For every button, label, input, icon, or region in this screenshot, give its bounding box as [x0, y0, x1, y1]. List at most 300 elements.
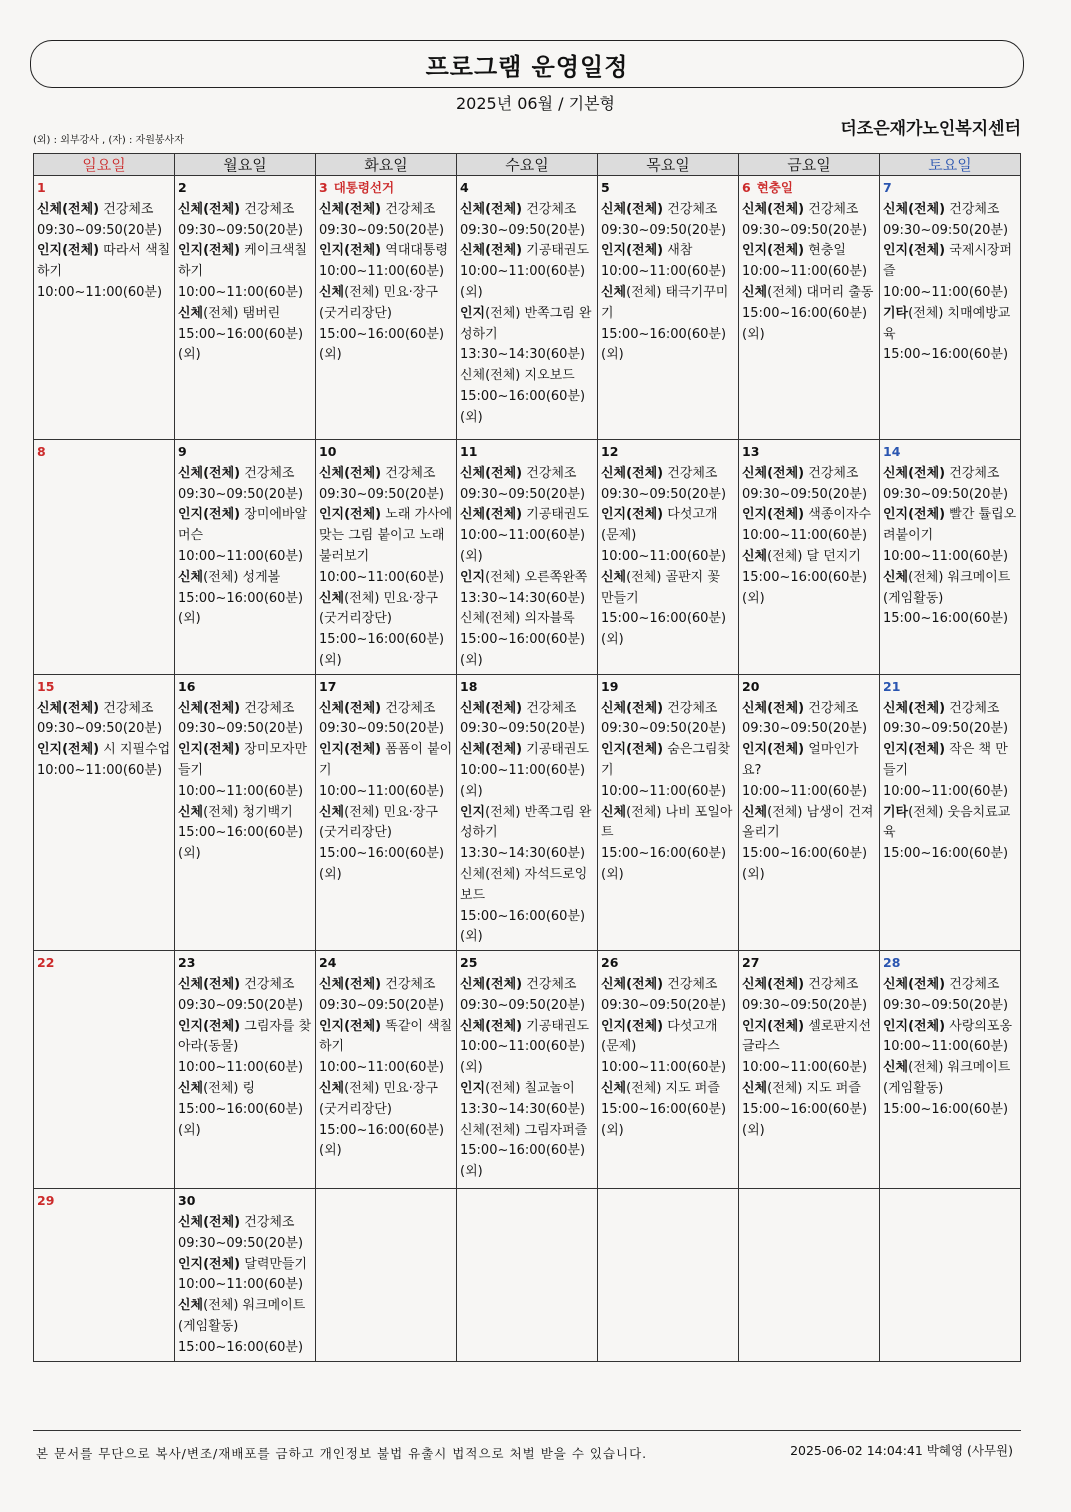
program-entry [460, 464, 594, 506]
day-cell [34, 440, 175, 675]
program-category: 신체 [319, 804, 345, 820]
program-entry [883, 568, 1017, 630]
program-category: 인지(전체) [178, 1018, 241, 1034]
program-name: 건강체조 [804, 976, 859, 992]
program-name: 달력만들기 [240, 1256, 308, 1272]
program-name: (전체) 오른쪽완쪽 [485, 569, 588, 585]
day-cell [457, 440, 598, 675]
print-stamp: 2025-06-02 14:04:41 박혜영 (사무원) [790, 1443, 1013, 1458]
program-name: 현충일 [804, 243, 846, 259]
day-cell [316, 440, 457, 675]
program-name: 건강체조 [945, 201, 1000, 217]
program-time: 09:30~09:50(20분) [883, 997, 1009, 1013]
program-time: 09:30~09:50(20분) [319, 222, 445, 238]
day-cell [316, 951, 457, 1189]
holiday-label: 현충일 [756, 180, 793, 195]
program-name: (전체) 민요·장구(굿거리장단) [319, 284, 438, 321]
program-name: 건강체조 [381, 976, 436, 992]
day-cell [175, 176, 316, 440]
day-number: 9 [178, 444, 187, 459]
program-entry [883, 1017, 1017, 1059]
program-name: 건강체조 [945, 700, 1000, 716]
day-header [37, 178, 171, 200]
legend: (외) : 외부강사 , (자) : 자원봉사자 [33, 135, 184, 146]
program-time: 10:00~11:00(60분) [319, 569, 445, 585]
day-cell [316, 1189, 457, 1361]
program-name: 그림자를 찾아라(동물) [178, 1018, 312, 1055]
program-entry [319, 740, 453, 802]
day-number: 15 [37, 678, 55, 694]
program-name: 건강체조 [663, 465, 718, 481]
day-header [319, 677, 453, 699]
day-cell [739, 176, 880, 440]
program-name: 신체(전체) 지오보드 [460, 368, 575, 384]
program-category: 인지(전체) [37, 742, 100, 758]
weekday-wednesday: 수요일 [457, 154, 598, 176]
program-category: 인지(전체) [178, 1256, 241, 1272]
day-cell [34, 1189, 175, 1361]
program-time: 10:00~11:00(60분) [601, 264, 727, 280]
program-time: 09:30~09:50(20분) [37, 721, 163, 737]
program-time: 09:30~09:50(20분) [460, 486, 586, 502]
program-name: (전체) 칠교놀이 [485, 1080, 575, 1096]
day-number: 16 [178, 678, 196, 694]
day-number: 21 [883, 678, 901, 694]
program-category: 신체(전체) [178, 1214, 241, 1230]
program-entry [319, 464, 453, 506]
program-entry [178, 803, 312, 865]
program-time: 15:00~16:00(60분) [883, 846, 1009, 862]
day-number: 4 [460, 180, 469, 195]
program-name: 건강체조 [663, 201, 718, 217]
program-entry [178, 1213, 312, 1255]
program-time: 09:30~09:50(20분) [883, 721, 1009, 737]
program-category: 신체(전체) [178, 201, 241, 217]
day-number: 8 [37, 444, 46, 459]
day-cell [175, 674, 316, 950]
program-time: 10:00~11:00(60분) [742, 783, 868, 799]
day-cell [739, 674, 880, 950]
program-entry [883, 975, 1017, 1017]
program-entry [178, 1255, 312, 1297]
program-category: 신체 [178, 1298, 204, 1314]
program-category: 신체 [319, 590, 345, 606]
program-entry [460, 975, 594, 1017]
day-cell [880, 951, 1021, 1189]
day-header [460, 178, 594, 200]
day-number: 7 [883, 180, 892, 195]
day-header [601, 677, 735, 699]
program-entry [883, 200, 1017, 242]
program-time: 09:30~09:50(20분) [601, 721, 727, 737]
program-name: (전체) 달 던지기 [767, 548, 861, 564]
program-name: (전체) 워크메이트(게임활동) [883, 569, 1011, 606]
day-number: 28 [883, 955, 901, 971]
program-category: 인지(전체) [742, 1018, 805, 1034]
program-entry [460, 1079, 594, 1121]
day-cell [316, 674, 457, 950]
week-row [34, 951, 1021, 1189]
day-cell [457, 1189, 598, 1361]
program-category: 신체(전체) [601, 700, 664, 716]
program-name: 건강체조 [381, 700, 436, 716]
program-category: 신체(전체) [742, 201, 805, 217]
program-category: 신체 [601, 1080, 627, 1096]
program-entry [742, 505, 876, 547]
program-name: 건강체조 [804, 700, 859, 716]
program-category: 신체(전체) [883, 465, 946, 481]
day-header [178, 442, 312, 464]
day-header [460, 677, 594, 699]
program-entry [319, 975, 453, 1017]
day-header [178, 1191, 312, 1213]
day-cell [598, 674, 739, 950]
holiday-label: 대통령선거 [333, 180, 395, 195]
day-header [319, 178, 453, 200]
program-category: 신체(전체) [319, 465, 382, 481]
program-time: 15:00~16:00(60분)(외) [460, 908, 586, 945]
program-entry [601, 1079, 735, 1141]
program-entry [460, 366, 594, 428]
day-number: 11 [460, 444, 478, 459]
program-name: 사랑의포옹 [945, 1018, 1013, 1034]
day-header [319, 953, 453, 975]
program-time: 15:00~16:00(60분)(외) [178, 590, 304, 627]
day-header [601, 953, 735, 975]
program-entry [319, 1079, 453, 1162]
day-number: 14 [883, 444, 901, 459]
program-time: 10:00~11:00(60분) [883, 284, 1009, 300]
program-entry [460, 865, 594, 948]
program-name: 얼마인가요? [742, 742, 859, 778]
program-name: (전체) 지도 퍼즐 [767, 1080, 861, 1096]
program-name: (전체) 성게볼 [203, 569, 281, 585]
program-category: 인지(전체) [178, 507, 241, 523]
program-category: 인지(전체) [883, 1018, 946, 1034]
day-number: 10 [319, 444, 337, 459]
program-entry [178, 975, 312, 1017]
day-header [460, 442, 594, 464]
program-name: 장미모자만들기 [178, 742, 308, 778]
program-name: 기공태권도 [522, 243, 590, 259]
program-time: 10:00~11:00(60분) [178, 284, 304, 300]
day-number: 3 [319, 180, 328, 195]
program-category: 인지(전체) [178, 243, 241, 259]
program-time: 09:30~09:50(20분) [178, 486, 304, 502]
day-number: 30 [178, 1193, 196, 1209]
program-entry [319, 241, 453, 283]
program-time: 10:00~11:00(60분) [319, 783, 445, 799]
program-time: 13:30~14:30(60분) [460, 846, 586, 862]
program-name: 건강체조 [663, 700, 718, 716]
program-category: 신체 [319, 284, 345, 300]
program-entry [883, 304, 1017, 366]
program-name: 건강체조 [240, 201, 295, 217]
day-header [178, 953, 312, 975]
program-time: 15:00~16:00(60분)(외) [601, 611, 727, 648]
program-entry [37, 200, 171, 242]
day-number: 12 [601, 444, 619, 459]
program-time: 15:00~16:00(60분)(외) [460, 632, 586, 668]
program-time: 15:00~16:00(60분) [883, 611, 1009, 627]
program-name: (전체) 워크메이트(게임활동) [178, 1298, 306, 1334]
program-name: 건강체조 [381, 201, 436, 217]
calendar-table [33, 153, 1021, 1362]
day-cell [880, 440, 1021, 675]
day-cell [598, 951, 739, 1189]
program-time: 15:00~16:00(60분)(외) [178, 1101, 304, 1138]
program-time: 15:00~16:00(60분) [883, 347, 1009, 363]
program-name: 건강체조 [522, 976, 577, 992]
day-number: 29 [37, 1193, 55, 1209]
program-category: 신체 [742, 804, 768, 820]
day-number: 22 [37, 955, 55, 971]
program-time: 10:00~11:00(60분) [601, 1060, 727, 1076]
program-entry [178, 1079, 312, 1141]
program-time: 09:30~09:50(20분) [319, 486, 445, 502]
program-time: 09:30~09:50(20분) [178, 1235, 304, 1251]
day-header [883, 178, 1017, 200]
program-category: 인지(전체) [319, 243, 382, 259]
program-time: 15:00~16:00(60분) [178, 1339, 304, 1355]
program-time: 15:00~16:00(60분)(외) [319, 1122, 445, 1159]
program-category: 기타 [883, 305, 909, 321]
program-name: 건강체조 [522, 201, 577, 217]
program-name: 따라서 색칠하기 [37, 243, 171, 280]
program-time: 15:00~16:00(60분)(외) [319, 326, 445, 363]
day-cell [316, 176, 457, 440]
program-time: 09:30~09:50(20분) [460, 997, 586, 1013]
program-category: 인지 [460, 804, 486, 820]
program-entry [319, 699, 453, 741]
program-category: 신체 [742, 548, 768, 564]
program-category: 신체(전체) [460, 201, 523, 217]
program-entry [319, 803, 453, 886]
day-number: 13 [742, 444, 760, 459]
program-category: 신체(전체) [883, 700, 946, 716]
program-category: 신체 [883, 1060, 909, 1076]
day-cell [175, 951, 316, 1189]
week-row [34, 176, 1021, 440]
program-time: 09:30~09:50(20분) [319, 997, 445, 1013]
program-category: 인지(전체) [601, 1018, 664, 1034]
day-header [37, 442, 171, 464]
program-category: 신체(전체) [178, 465, 241, 481]
program-name: 건강체조 [663, 976, 718, 992]
program-time: 09:30~09:50(20분) [319, 721, 445, 737]
program-name: 시 지필수업 [99, 742, 171, 758]
weekday-sunday: 일요일 [34, 154, 175, 176]
program-entry [601, 975, 735, 1017]
day-cell [880, 674, 1021, 950]
program-time: 15:00~16:00(60분)(외) [742, 1101, 868, 1138]
program-category: 신체(전체) [742, 976, 805, 992]
program-time: 15:00~16:00(60분)(외) [319, 846, 445, 882]
program-category: 인지(전체) [319, 742, 382, 758]
program-time: 10:00~11:00(60분)(외) [460, 1039, 586, 1076]
program-entry [601, 740, 735, 802]
program-name: 다섯고개(문제) [601, 1018, 718, 1055]
program-time: 10:00~11:00(60분) [319, 264, 445, 280]
program-name: 케이크색칠하기 [178, 243, 308, 280]
program-name: (전체) 반쪽그림 완성하기 [460, 804, 592, 841]
day-cell [739, 951, 880, 1189]
program-category: 신체 [601, 804, 627, 820]
program-entry [742, 547, 876, 609]
weekday-friday: 금요일 [739, 154, 880, 176]
program-category: 인지(전체) [319, 1018, 382, 1034]
program-time: 15:00~16:00(60분)(외) [742, 305, 868, 342]
program-time: 15:00~16:00(60분)(외) [601, 326, 727, 363]
program-entry [460, 699, 594, 741]
weekday-tuesday: 화요일 [316, 154, 457, 176]
program-time: 15:00~16:00(60분)(외) [460, 1143, 586, 1180]
program-entry [742, 975, 876, 1017]
program-name: 다섯고개(문제) [601, 507, 718, 544]
program-time: 13:30~14:30(60분) [460, 1101, 586, 1117]
program-entry [460, 1017, 594, 1079]
program-category: 신체 [601, 569, 627, 585]
program-category: 신체(전체) [742, 465, 805, 481]
program-category: 신체(전체) [319, 700, 382, 716]
program-category: 기타 [883, 804, 909, 820]
program-name: 건강체조 [381, 465, 436, 481]
day-header [883, 677, 1017, 699]
day-number: 2 [178, 180, 187, 195]
day-number: 1 [37, 180, 46, 195]
program-entry [460, 609, 594, 671]
program-time: 09:30~09:50(20분) [601, 997, 727, 1013]
program-category: 신체(전체) [601, 976, 664, 992]
program-entry [178, 1017, 312, 1079]
program-time: 10:00~11:00(60분) [178, 1277, 304, 1293]
program-category: 신체 [883, 569, 909, 585]
week-row [34, 440, 1021, 675]
program-entry [601, 568, 735, 651]
program-name: 건강체조 [804, 201, 859, 217]
program-entry [460, 505, 594, 567]
program-entry [460, 241, 594, 303]
day-cell [457, 176, 598, 440]
day-cell [880, 176, 1021, 440]
program-entry [601, 1017, 735, 1079]
day-cell [880, 1189, 1021, 1361]
program-time: 15:00~16:00(60분)(외) [601, 1101, 727, 1138]
program-time: 10:00~11:00(60분)(외) [460, 762, 586, 799]
program-entry [178, 304, 312, 366]
program-entry [178, 568, 312, 630]
program-time: 10:00~11:00(60분) [319, 1060, 445, 1076]
program-entry [37, 740, 171, 782]
program-name: (전체) 대머리 출동 [767, 284, 874, 300]
day-number: 24 [319, 955, 337, 971]
program-category: 인지 [460, 305, 486, 321]
program-time: 09:30~09:50(20분) [742, 997, 868, 1013]
program-time: 10:00~11:00(60분) [883, 548, 1009, 564]
program-category: 신체(전체) [460, 243, 523, 259]
day-number: 20 [742, 678, 760, 694]
program-entry [883, 803, 1017, 865]
program-time: 15:00~16:00(60분)(외) [742, 569, 868, 606]
program-entry [601, 505, 735, 567]
program-category: 인지(전체) [37, 243, 100, 259]
footer-divider [33, 1430, 1021, 1431]
day-cell [457, 951, 598, 1189]
day-cell [457, 674, 598, 950]
program-time: 15:00~16:00(60분)(외) [178, 825, 304, 862]
program-entry [742, 200, 876, 242]
program-entry [319, 505, 453, 588]
day-header [178, 677, 312, 699]
program-name: 건강체조 [804, 465, 859, 481]
program-time: 09:30~09:50(20분) [883, 486, 1009, 502]
program-name: 폼폼이 붙이기 [319, 742, 453, 778]
program-entry [883, 464, 1017, 506]
program-name: (전체) 지도 퍼즐 [626, 1080, 720, 1096]
program-time: 10:00~11:00(60분)(외) [460, 264, 586, 300]
day-number: 23 [178, 955, 196, 971]
day-cell [34, 951, 175, 1189]
program-entry [178, 699, 312, 741]
program-time: 09:30~09:50(20분) [742, 486, 868, 502]
program-name: 기공태권도 [522, 742, 590, 758]
day-header [883, 953, 1017, 975]
program-category: 신체 [601, 284, 627, 300]
weekday-monday: 월요일 [175, 154, 316, 176]
week-row [34, 1189, 1021, 1361]
day-cell [598, 1189, 739, 1361]
program-name: (전체) 웃음치료교육 [883, 804, 1011, 841]
program-category: 인지(전체) [742, 507, 805, 523]
day-cell [34, 674, 175, 950]
program-category: 인지(전체) [601, 742, 664, 758]
program-time: 09:30~09:50(20분) [742, 721, 868, 737]
program-name: 신체(전체) 의자블록 [460, 611, 575, 627]
day-number: 27 [742, 955, 760, 971]
day-cell [34, 176, 175, 440]
program-category: 신체(전체) [601, 465, 664, 481]
program-entry [883, 1058, 1017, 1120]
program-time: 09:30~09:50(20분) [742, 222, 868, 238]
program-entry [601, 200, 735, 242]
program-time: 09:30~09:50(20분) [178, 721, 304, 737]
program-name: (전체) 남생이 건져 올리기 [742, 804, 874, 841]
program-time: 10:00~11:00(60분) [883, 783, 1009, 799]
program-entry [37, 699, 171, 741]
program-entry [883, 740, 1017, 802]
day-header [37, 1191, 171, 1213]
program-name: 노래 가사에 맞는 그림 붙이고 노래 불러보기 [319, 507, 453, 564]
program-time: 15:00~16:00(60분)(외) [178, 326, 304, 363]
program-entry [178, 740, 312, 802]
day-header [742, 953, 876, 975]
program-category: 신체(전체) [319, 201, 382, 217]
program-entry [178, 464, 312, 506]
program-name: (전체) 민요·장구(굿거리장단) [319, 1080, 438, 1117]
program-time: 10:00~11:00(60분) [742, 1060, 868, 1076]
program-time: 09:30~09:50(20분) [601, 222, 727, 238]
day-header [601, 442, 735, 464]
program-name: 건강체조 [99, 700, 154, 716]
program-name: (전체) 나비 포일아트 [601, 804, 733, 841]
program-time: 10:00~11:00(60분) [601, 783, 727, 799]
program-entry [742, 464, 876, 506]
program-category: 인지(전체) [883, 742, 946, 758]
program-category: 인지 [460, 1080, 486, 1096]
program-name: 셀로판지선글라스 [742, 1018, 872, 1055]
day-header [178, 178, 312, 200]
program-category: 신체 [178, 569, 204, 585]
